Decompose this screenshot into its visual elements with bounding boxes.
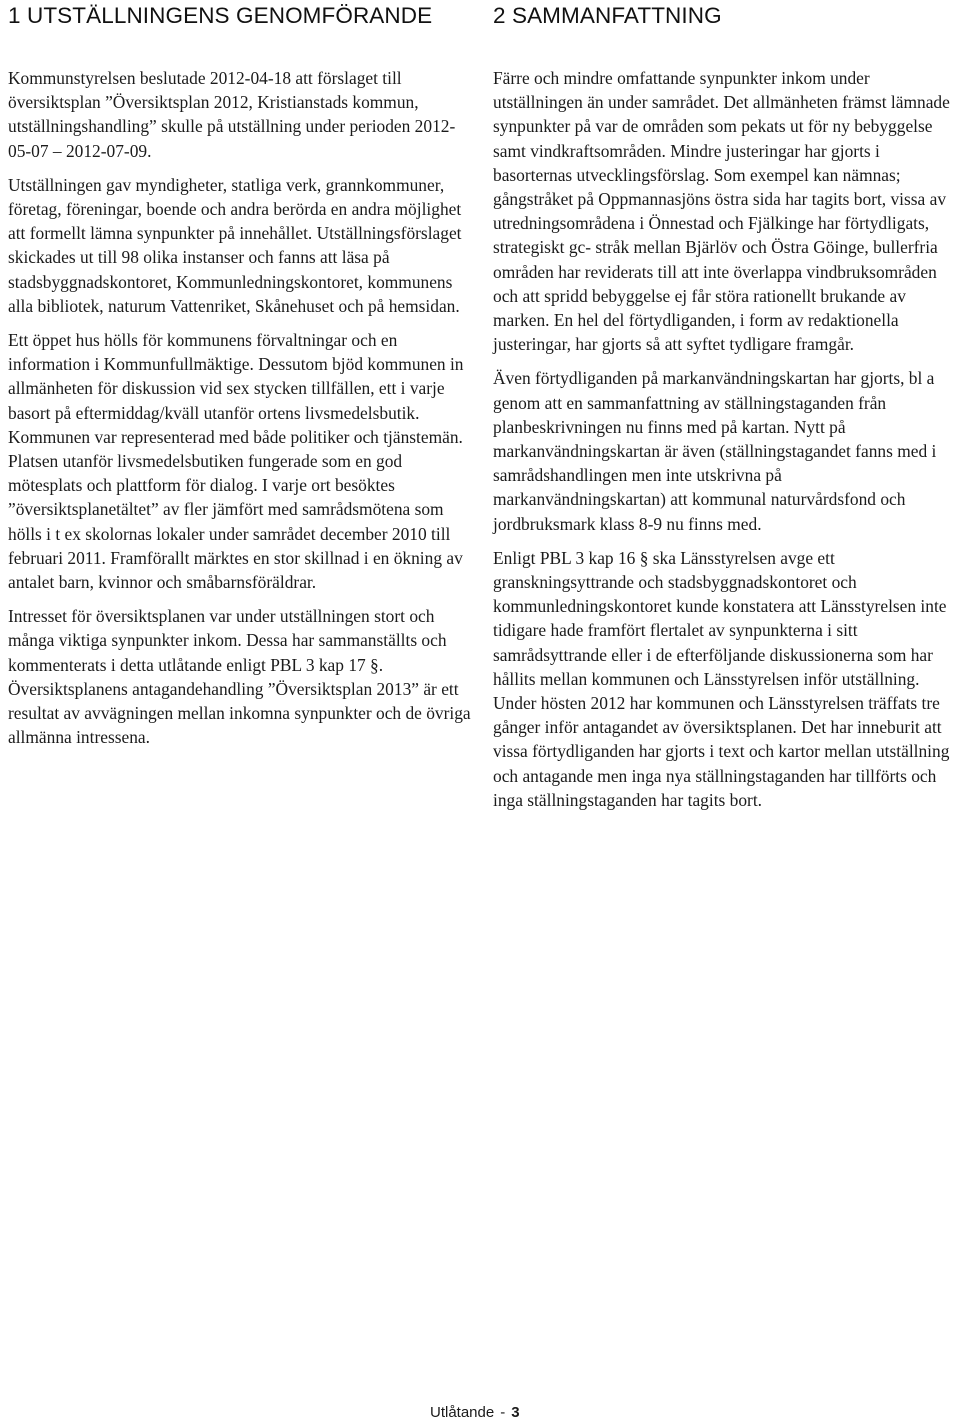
left-body-text xyxy=(8,66,474,759)
page-number: 3 xyxy=(511,1404,520,1421)
section-heading-sammanfattning: 2 SAMMANFATTNING xyxy=(493,3,722,28)
paragraph: Även förtydliganden på markanvändningskartan har gjorts, bl a genom att en sammanfattning av ställningstaganden från planbeskrivningen nu finns med på kartan. Nytt på markanvändningskartan är även (ställningstagandet fanns med i samrådshandlingen men inte utskrivna på markanvändningskartan) att kommunal naturvårdsfond och jordbruksmark klass 8-9 nu finns med. xyxy=(493,368,937,534)
paragraph: Intresset för översiktsplanen var under utställningen stort och många viktiga synpunkter inkom. Dessa har sammanställts och kommenterats i detta utlåtande enligt PBL 3 kap 17 §. Översiktsplanens antagandehandling ”Översiktsplan 2013” är ett resultat av avvägningen mellan inkomna synpunkter och de övriga allmänna intressena. xyxy=(8,606,471,748)
section-heading-genomforande: 1 UTSTÄLLNINGENS GENOMFÖRANDE xyxy=(8,3,433,28)
page-footer xyxy=(430,1404,520,1421)
paragraph: Färre och mindre omfattande synpunkter inkom under utställningen än under samrådet. Det allmänheten främst lämnade synpunkter på var de områden som pekats ut för ny bebyggelse samt vindkraftsområden. Mindre justeringar har gjorts i basorternas utvecklingsförslag. Som exempel kan nämnas; gångstråket på Oppmannasjöns östra sida har tagits bort, vissa av utredningsområdena i Önnestad och Fjälkinge har förtydligats, strategiskt gc- stråk mellan Bjärlöv och Östra Göinge, bullerfria områden har reviderats till att inte överlappa vindbruksområden och att spridd bebyggelse ej får störa rationellt brukande av marken. En hel del förtydliganden, i form av redaktionella justeringar, har gjorts så att syftet tydligare framgår. xyxy=(493,68,950,355)
paragraph: Ett öppet hus hölls för kommunens förvaltningar och en information i Kommunfullmäktige. Dessutom bjöd kommunen in allmänheten för diskussion vid sex stycken tillfällen, ett i varje basort på eftermiddag/kväll utanför ortens livsmedelsbutik. Kommunen var representerad med både politiker och tjänstemän. Platsen utanför livsmedelsbutiken fungerade som en god mötesplats och plattform för dialog. I varje ort besöktes ”översiktsplanetältet” av fler jämfört med samrådsmötena som hölls i t ex skolornas lokaler under samrådet december 2010 till februari 2011. Framförallt märktes en stor skillnad i en ökning av antalet barn, kvinnor och småbarnsföräldrar. xyxy=(8,330,464,593)
right-body-text xyxy=(493,66,955,822)
paragraph: Utställningen gav myndigheter, statliga verk, grannkommuner, företag, föreningar, boende och andra berörda en andra möjlighet att formellt lämna synpunkter på innehållet. Utställningsförslaget skickades ut till 98 olika instanser och fanns att läsa på stadsbyggnadskontoret, Kommunledningskontoret, kommunens alla bibliotek, naturum Vattenriket, Skånehuset och på hemsidan. xyxy=(8,174,462,316)
footer-separator: - xyxy=(500,1404,506,1421)
paragraph: Enligt PBL 3 kap 16 § ska Länsstyrelsen avge ett granskningsyttrande och stadsbyggnadskontoret och kommunledningskontoret kunde konstatera att Länsstyrelsen inte tidigare hade framfört flertalet av synpunkterna i sitt samrådsyttrande eller i de efterföljande diskussionerna som har hållits mellan kommunen och Länsstyrelsen inför utställning. Under hösten 2012 har kommunen och Länsstyrelsen träffats tre gånger inför antagandet av översiktsplanen. Det har inneburit att vissa förtydliganden har gjorts i text och kartor mellan utställning och antagande men inga nya ställningstaganden har tillförts och inga ställningstaganden har tagits bort. xyxy=(493,547,950,810)
paragraph: Kommunstyrelsen beslutade 2012-04-18 att förslaget till översiktsplan ”Översiktsplan 2012, Kristianstads kommun, utställningshandling” skulle på utställning under perioden 2012-05-07 – 2012-07-09. xyxy=(8,68,456,161)
footer-label: Utlåtande xyxy=(430,1404,495,1421)
